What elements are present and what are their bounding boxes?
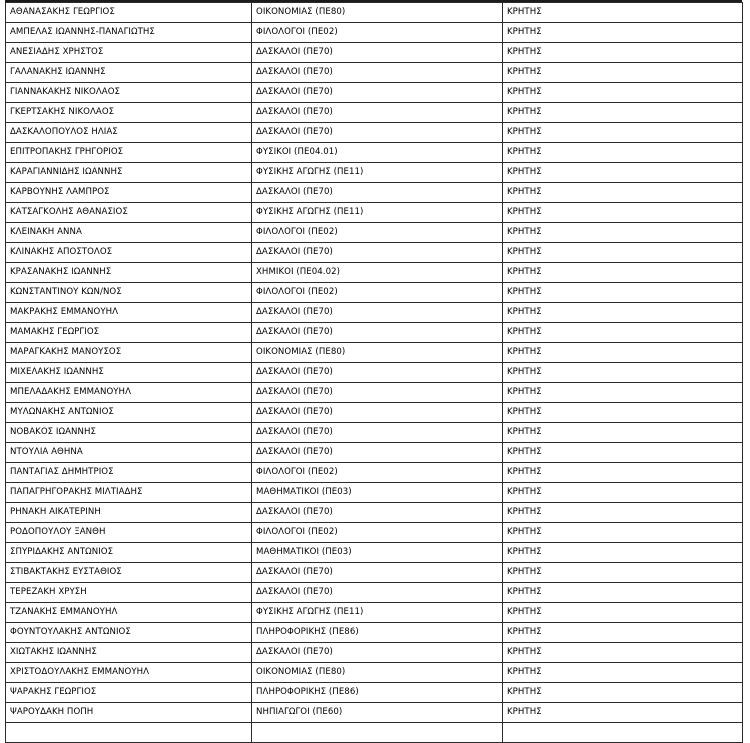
cell-subject: ΦΥΣΙΚΟΙ (ΠΕ04.01) <box>252 143 503 163</box>
cell-subject: ΦΥΣΙΚΗΣ ΑΓΩΓΗΣ (ΠΕ11) <box>252 603 503 623</box>
cell-subject: ΦΥΣΙΚΗΣ ΑΓΩΓΗΣ (ΠΕ11) <box>252 163 503 183</box>
cell-name: ΓΑΛΑΝΑΚΗΣ ΙΩΑΝΝΗΣ <box>6 63 252 83</box>
table-row <box>6 343 743 363</box>
cell-name: ΜΑΜΑΚΗΣ ΓΕΩΡΓΙΟΣ <box>6 323 252 343</box>
cell-subject: ΔΑΣΚΑΛΟΙ (ΠΕ70) <box>252 43 503 63</box>
cell-region: ΚΡΗΤΗΣ <box>503 183 743 203</box>
table-row <box>6 183 743 203</box>
roster-table-body <box>6 3 743 743</box>
cell-subject: ΟΙΚΟΝΟΜΙΑΣ (ΠΕ80) <box>252 343 503 363</box>
table-row <box>6 523 743 543</box>
table-row <box>6 583 743 603</box>
cell-region: ΚΡΗΤΗΣ <box>503 483 743 503</box>
cell-name: ΠΑΠΑΓΡΗΓΟΡΑΚΗΣ ΜΙΛΤΙΑΔΗΣ <box>6 483 252 503</box>
cell-region: ΚΡΗΤΗΣ <box>503 223 743 243</box>
cell-region: ΚΡΗΤΗΣ <box>503 143 743 163</box>
table-row <box>6 3 743 23</box>
cell-region: ΚΡΗΤΗΣ <box>503 343 743 363</box>
table-row <box>6 143 743 163</box>
table-row <box>6 103 743 123</box>
cell-region: ΚΡΗΤΗΣ <box>503 243 743 263</box>
table-row <box>6 543 743 563</box>
table-row-partial <box>6 723 743 743</box>
cell-region: ΚΡΗΤΗΣ <box>503 703 743 723</box>
table-row <box>6 83 743 103</box>
cell-region: ΚΡΗΤΗΣ <box>503 443 743 463</box>
cell-name: ΤΕΡΕΖΑΚΗ ΧΡΥΣΗ <box>6 583 252 603</box>
cell-region: ΚΡΗΤΗΣ <box>503 363 743 383</box>
table-row <box>6 243 743 263</box>
cell-subject: ΦΙΛΟΛΟΓΟΙ (ΠΕ02) <box>252 463 503 483</box>
cell-region: ΚΡΗΤΗΣ <box>503 423 743 443</box>
cell-region: ΚΡΗΤΗΣ <box>503 543 743 563</box>
cell-subject: ΔΑΣΚΑΛΟΙ (ΠΕ70) <box>252 183 503 203</box>
cell-name: ΜΥΛΩΝΑΚΗΣ ΑΝΤΩΝΙΟΣ <box>6 403 252 423</box>
table-row <box>6 383 743 403</box>
cell-subject: ΔΑΣΚΑΛΟΙ (ΠΕ70) <box>252 503 503 523</box>
cell-name: ΚΑΡΑΓΙΑΝΝΙΔΗΣ ΙΩΑΝΝΗΣ <box>6 163 252 183</box>
table-row <box>6 563 743 583</box>
cell-region: ΚΡΗΤΗΣ <box>503 403 743 423</box>
cell-region: ΚΡΗΤΗΣ <box>503 463 743 483</box>
cell-name-partial <box>6 723 252 743</box>
table-row <box>6 663 743 683</box>
cell-region: ΚΡΗΤΗΣ <box>503 303 743 323</box>
cell-name: ΧΙΩΤΑΚΗΣ ΙΩΑΝΝΗΣ <box>6 643 252 663</box>
cell-name: ΨΑΡΟΥΔΑΚΗ ΠΟΠΗ <box>6 703 252 723</box>
cell-subject: ΔΑΣΚΑΛΟΙ (ΠΕ70) <box>252 383 503 403</box>
cell-name: ΚΛΕΙΝΑΚΗ ΑΝΝΑ <box>6 223 252 243</box>
cell-subject: ΔΑΣΚΑΛΟΙ (ΠΕ70) <box>252 303 503 323</box>
table-row <box>6 643 743 663</box>
cell-subject: ΔΑΣΚΑΛΟΙ (ΠΕ70) <box>252 583 503 603</box>
table-row <box>6 423 743 443</box>
cell-region: ΚΡΗΤΗΣ <box>503 583 743 603</box>
cell-subject: ΧΗΜΙΚΟΙ (ΠΕ04.02) <box>252 263 503 283</box>
cell-name: ΜΑΚΡΑΚΗΣ ΕΜΜΑΝΟΥΗΛ <box>6 303 252 323</box>
cell-subject: ΟΙΚΟΝΟΜΙΑΣ (ΠΕ80) <box>252 3 503 23</box>
cell-region: ΚΡΗΤΗΣ <box>503 43 743 63</box>
cell-subject: ΔΑΣΚΑΛΟΙ (ΠΕ70) <box>252 563 503 583</box>
cell-region: ΚΡΗΤΗΣ <box>503 103 743 123</box>
cell-region: ΚΡΗΤΗΣ <box>503 323 743 343</box>
cell-name: ΧΡΙΣΤΟΔΟΥΛΑΚΗΣ ΕΜΜΑΝΟΥΗΛ <box>6 663 252 683</box>
cell-region: ΚΡΗΤΗΣ <box>503 643 743 663</box>
cell-region: ΚΡΗΤΗΣ <box>503 623 743 643</box>
cell-subject: ΔΑΣΚΑΛΟΙ (ΠΕ70) <box>252 643 503 663</box>
cell-region: ΚΡΗΤΗΣ <box>503 603 743 623</box>
cell-subject: ΠΛΗΡΟΦΟΡΙΚΗΣ (ΠΕ86) <box>252 683 503 703</box>
cell-region: ΚΡΗΤΗΣ <box>503 503 743 523</box>
cell-subject-partial <box>252 723 503 743</box>
cell-name: ΕΠΙΤΡΟΠΑΚΗΣ ΓΡΗΓΟΡΙΟΣ <box>6 143 252 163</box>
cell-subject: ΝΗΠΙΑΓΩΓΟΙ (ΠΕ60) <box>252 703 503 723</box>
cell-name: ΡΗΝΑΚΗ ΑΙΚΑΤΕΡΙΝΗ <box>6 503 252 523</box>
cell-name: ΓΙΑΝΝΑΚΑΚΗΣ ΝΙΚΟΛΑΟΣ <box>6 83 252 103</box>
cell-region: ΚΡΗΤΗΣ <box>503 523 743 543</box>
table-row <box>6 683 743 703</box>
cell-subject: ΟΙΚΟΝΟΜΙΑΣ (ΠΕ80) <box>252 663 503 683</box>
table-row <box>6 403 743 423</box>
teacher-roster-table <box>5 2 743 743</box>
cell-name: ΔΑΣΚΑΛΟΠΟΥΛΟΣ ΗΛΙΑΣ <box>6 123 252 143</box>
cell-name: ΑΝΕΣΙΑΔΗΣ ΧΡΗΣΤΟΣ <box>6 43 252 63</box>
cell-name: ΦΟΥΝΤΟΥΛΑΚΗΣ ΑΝΤΩΝΙΟΣ <box>6 623 252 643</box>
cell-name: ΚΡΑΣΑΝΑΚΗΣ ΙΩΑΝΝΗΣ <box>6 263 252 283</box>
cell-region: ΚΡΗΤΗΣ <box>503 63 743 83</box>
cell-subject: ΔΑΣΚΑΛΟΙ (ΠΕ70) <box>252 443 503 463</box>
cell-name: ΝΟΒΑΚΟΣ ΙΩΑΝΝΗΣ <box>6 423 252 443</box>
table-row <box>6 503 743 523</box>
cell-subject: ΔΑΣΚΑΛΟΙ (ΠΕ70) <box>252 363 503 383</box>
table-row <box>6 23 743 43</box>
cell-name: ΠΑΝΤΑΓΙΑΣ ΔΗΜΗΤΡΙΟΣ <box>6 463 252 483</box>
cell-name: ΚΑΤΣΑΓΚΟΛΗΣ ΑΘΑΝΑΣΙΟΣ <box>6 203 252 223</box>
table-row <box>6 203 743 223</box>
cell-name: ΨΑΡΑΚΗΣ ΓΕΩΡΓΙΟΣ <box>6 683 252 703</box>
cell-subject: ΔΑΣΚΑΛΟΙ (ΠΕ70) <box>252 63 503 83</box>
cell-subject: ΔΑΣΚΑΛΟΙ (ΠΕ70) <box>252 103 503 123</box>
cell-region: ΚΡΗΤΗΣ <box>503 83 743 103</box>
cell-subject: ΔΑΣΚΑΛΟΙ (ΠΕ70) <box>252 423 503 443</box>
table-row <box>6 363 743 383</box>
cell-name: ΣΤΙΒΑΚΤΑΚΗΣ ΕΥΣΤΑΘΙΟΣ <box>6 563 252 583</box>
table-row <box>6 123 743 143</box>
cell-subject: ΦΙΛΟΛΟΓΟΙ (ΠΕ02) <box>252 523 503 543</box>
table-row <box>6 703 743 723</box>
cell-name: ΜΙΧΕΛΑΚΗΣ ΙΩΑΝΝΗΣ <box>6 363 252 383</box>
cell-subject: ΦΙΛΟΛΟΓΟΙ (ΠΕ02) <box>252 223 503 243</box>
cell-subject: ΔΑΣΚΑΛΟΙ (ΠΕ70) <box>252 403 503 423</box>
table-row <box>6 483 743 503</box>
cell-name: ΤΖΑΝΑΚΗΣ ΕΜΜΑΝΟΥΗΛ <box>6 603 252 623</box>
table-row <box>6 303 743 323</box>
cell-name: ΜΠΕΛΑΔΑΚΗΣ ΕΜΜΑΝΟΥΗΛ <box>6 383 252 403</box>
table-row <box>6 603 743 623</box>
cell-name: ΝΤΟΥΛΙΑ ΑΘΗΝΑ <box>6 443 252 463</box>
cell-name: ΚΛΙΝΑΚΗΣ ΑΠΟΣΤΟΛΟΣ <box>6 243 252 263</box>
cell-subject: ΜΑΘΗΜΑΤΙΚΟΙ (ΠΕ03) <box>252 543 503 563</box>
table-row <box>6 443 743 463</box>
cell-region: ΚΡΗΤΗΣ <box>503 123 743 143</box>
table-row <box>6 623 743 643</box>
cell-region: ΚΡΗΤΗΣ <box>503 203 743 223</box>
cell-subject: ΠΛΗΡΟΦΟΡΙΚΗΣ (ΠΕ86) <box>252 623 503 643</box>
cell-subject: ΔΑΣΚΑΛΟΙ (ΠΕ70) <box>252 123 503 143</box>
cell-region: ΚΡΗΤΗΣ <box>503 23 743 43</box>
table-row <box>6 63 743 83</box>
cell-name: ΚΩΝΣΤΑΝΤΙΝΟΥ ΚΩΝ/ΝΟΣ <box>6 283 252 303</box>
cell-subject: ΦΙΛΟΛΟΓΟΙ (ΠΕ02) <box>252 23 503 43</box>
cell-subject: ΦΙΛΟΛΟΓΟΙ (ΠΕ02) <box>252 283 503 303</box>
cell-name: ΚΑΡΒΟΥΝΗΣ ΛΑΜΠΡΟΣ <box>6 183 252 203</box>
table-row <box>6 223 743 243</box>
cell-region: ΚΡΗΤΗΣ <box>503 3 743 23</box>
cell-region: ΚΡΗΤΗΣ <box>503 383 743 403</box>
table-row <box>6 263 743 283</box>
cell-region: ΚΡΗΤΗΣ <box>503 163 743 183</box>
cell-region: ΚΡΗΤΗΣ <box>503 563 743 583</box>
cell-region-partial <box>503 723 743 743</box>
cell-subject: ΔΑΣΚΑΛΟΙ (ΠΕ70) <box>252 243 503 263</box>
table-row <box>6 43 743 63</box>
table-row <box>6 323 743 343</box>
cell-subject: ΔΑΣΚΑΛΟΙ (ΠΕ70) <box>252 83 503 103</box>
cell-name: ΜΑΡΑΓΚΑΚΗΣ ΜΑΝΟΥΣΟΣ <box>6 343 252 363</box>
cell-region: ΚΡΗΤΗΣ <box>503 663 743 683</box>
cell-region: ΚΡΗΤΗΣ <box>503 263 743 283</box>
table-row <box>6 283 743 303</box>
cell-name: ΡΟΔΟΠΟΥΛΟΥ ΞΑΝΘΗ <box>6 523 252 543</box>
table-row <box>6 463 743 483</box>
cell-name: ΑΘΑΝΑΣΑΚΗΣ ΓΕΩΡΓΙΟΣ <box>6 3 252 23</box>
table-row <box>6 163 743 183</box>
cell-name: ΓΚΕΡΤΣΑΚΗΣ ΝΙΚΟΛΑΟΣ <box>6 103 252 123</box>
cell-subject: ΔΑΣΚΑΛΟΙ (ΠΕ70) <box>252 323 503 343</box>
cell-region: ΚΡΗΤΗΣ <box>503 683 743 703</box>
cell-name: ΑΜΠΕΛΑΣ ΙΩΑΝΝΗΣ-ΠΑΝΑΓΙΩΤΗΣ <box>6 23 252 43</box>
cell-name: ΣΠΥΡΙΔΑΚΗΣ ΑΝΤΩΝΙΟΣ <box>6 543 252 563</box>
cell-region: ΚΡΗΤΗΣ <box>503 283 743 303</box>
cell-subject: ΜΑΘΗΜΑΤΙΚΟΙ (ΠΕ03) <box>252 483 503 503</box>
cell-subject: ΦΥΣΙΚΗΣ ΑΓΩΓΗΣ (ΠΕ11) <box>252 203 503 223</box>
